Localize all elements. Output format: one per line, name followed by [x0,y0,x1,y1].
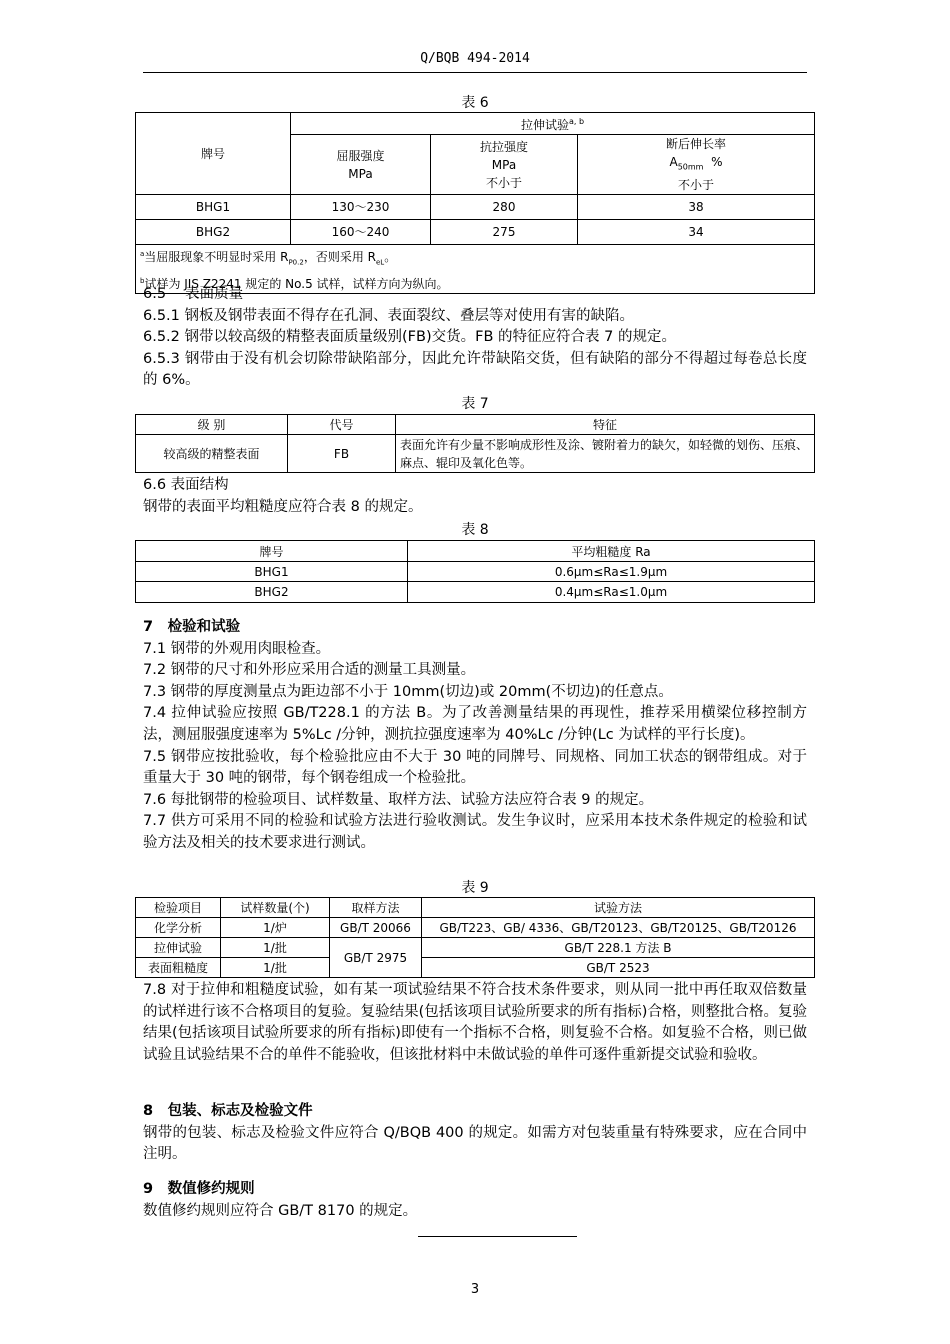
table9-caption: 表 9 [461,880,489,896]
section-6-6: 6.6 表面结构 钢带的表面平均粗糙度应符合表 8 的规定。 [143,477,423,515]
table-8: 牌号 平均粗糙度 Ra BHG1 0.6μm≤Ra≤1.9μm BHG2 0.4μm≤Ra≤1.0μm [135,540,815,603]
document-header: Q/BQB 494-2014 [420,51,530,66]
table-row: 表面粗糙度 1/批 GB/T 2523 [136,958,815,978]
table6-footnotes: $^a$当屈服现象不明显时采用 $R_{P0.2}$，否则采用 $R_{eL}$。 $^b$试样为 JIS Z2241 规定的 No.5 试样，试样方向为纵向。 [136,245,815,293]
item-7-8: 7.8 对于拉伸和粗糙度试验，如有某一项试验结果不符合技术条件要求，则从同一批中再任取双倍数量的试样进行该不合格项目的复验。复验结果(包括该项目试验所要求的所有指标)合格，则整批合格。复验结果(包括该项目试验所要求的所有指标)即使有一个指标不合格，则复验不合格。如复验不合格，则已做试验且试验结果不合的单件不能验收，但该批材料中未做试验的单件可逐件重新提交试验和验收。 [143,982,807,1063]
page-number: 3 [470,1282,480,1297]
table-6 [135,112,815,294]
end-rule [418,1236,577,1237]
header-elongation: 断后伸长率 $A_{50mm}$ % 不小于 [578,135,815,195]
header-yield: 屈服强度 MPa [291,135,431,195]
table8-caption: 表 8 [461,522,489,538]
section-6-5: 6.5 表面质量 6.5.1 钢板及钢带表面不得存在孔洞、表面裂纹、叠层等对使用有害的缺陷。 6.5.2 钢带以较高级的精整表面质量级别(FB)交货。FB 的特征应符合表 7 的规定。 6.5.3 钢带由于没有机会切除带缺陷部分，因此允许带缺陷交货，但有缺陷的部分不得超过每卷总长度的 6%。 [143,286,807,389]
table-row: 较高级的精整表面 FB 表面允许有少量不影响成形性及涂、镀附着力的缺欠，如轻微的划伤、压痕、麻点、辊印及氧化色等。 [136,435,815,473]
section-8: 8 包装、标志及检验文件 钢带的包装、标志及检验文件应符合 Q/BQB 400 的规定。如需方对包装重量有特殊要求，应在合同中注明。 [143,1103,807,1163]
header-tensile-strength: 抗拉强度 MPa 不小于 [431,135,578,195]
table-row: 拉伸试验 1/批 GB/T 2975 GB/T 228.1 方法 B [136,938,815,958]
table7-caption: 表 7 [461,396,489,412]
header-grade: 牌号 [136,113,291,195]
table-row: BHG1 0.6μm≤Ra≤1.9μm [136,562,815,582]
table-9: 检验项目 试样数量(个) 取样方法 试验方法 化学分析 1/炉 GB/T 20066 GB/T223、GB/ 4336、GB/T20123、GB/T20125、GB/T20126 拉伸试验 1/批 GB/T 2975 GB/T 228.1 方法 B 表面粗糙度 1/批 GB/T 2523 [135,897,815,978]
table-7: 级 别 代号 特征 较高级的精整表面 FB 表面允许有少量不影响成形性及涂、镀附着力的缺欠，如轻微的划伤、压痕、麻点、辊印及氧化色等。 [135,414,815,473]
table6-caption: 表 6 [461,95,489,111]
header-rule [143,72,807,73]
table-row: BHG1 130～230 280 38 [136,195,815,220]
table-row: BHG2 0.4μm≤Ra≤1.0μm [136,582,815,603]
header-tensile-test: 拉伸试验$^{a, b}$ [291,113,815,135]
section-9: 9 数值修约规则 数值修约规则应符合 GB/T 8170 的规定。 [143,1181,418,1219]
table-row: BHG2 160～240 275 34 [136,220,815,245]
section-7: 7 检验和试验 7.1 钢带的外观用肉眼检查。 7.2 钢带的尺寸和外形应采用合适的测量工具测量。 7.3 钢带的厚度测量点为距边部不小于 10mm(切边)或 20mm(不切边)的任意点。 7.4 拉伸试验应按照 GB/T228.1 的方法 B。为了改善测量结果的再现性，推荐采用横梁位移控制方法，测屈服强度速率为 5%Lc /分钟，测抗拉强度速率为 40%Lc /分钟(Lc 为试样的平行长度)。 7.5 钢带应按批验收，每个检验批应由不大于 30 吨的同牌号、同规格、同加工状态的钢带组成。对于重量大于 30 吨的钢带，每个钢卷组成一个检验批。 7.6 每批钢带的检验项目、试样数量、取样方法、试验方法应符合表 9 的规定。 7.7 供方可采用不同的检验和试验方法进行验收测试。发生争议时，应采用本技术条件规定的检验和试验方法及相关的技术要求进行测试。 [143,619,807,851]
table-row: 化学分析 1/炉 GB/T 20066 GB/T223、GB/ 4336、GB/T20123、GB/T20125、GB/T20126 [136,918,815,938]
